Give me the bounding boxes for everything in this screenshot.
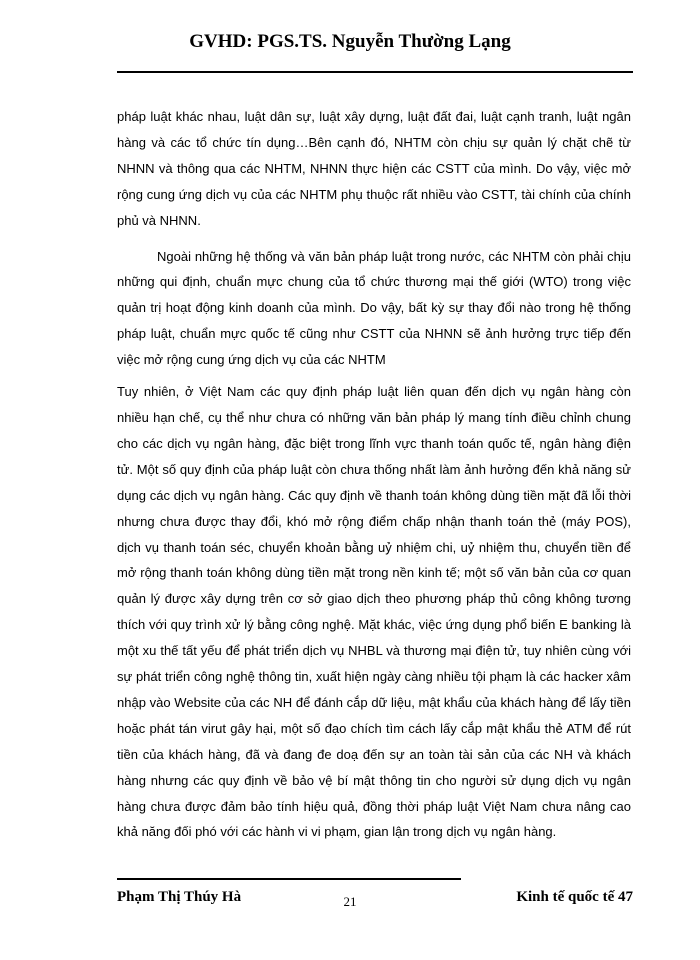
footer-divider [117, 878, 461, 880]
page-number: 21 [343, 894, 357, 909]
header-divider [117, 71, 633, 73]
footer-class-name: Kinh tế quốc tế 47 [516, 889, 633, 905]
footer-author: Phạm Thị Thúy Hà [117, 889, 242, 905]
paragraph: Ngoài những hệ thống và văn bản pháp luật trong nước, các NHTM còn phải chịu những qui định, chuẩn mực chung của tổ chức thương mại thế giới (WTO) trong việc quản trị hoạt động kinh doanh của mình. Do vậy, bất kỳ sự thay đổi nào trong hệ thống pháp luật, chuẩn mực quốc tế cũng như CSTT của NHNN sẽ ảnh hưởng trực tiếp đến việc mở rộng cung ứng dịch vụ của các NHTM [117, 248, 631, 368]
paragraph: pháp luật khác nhau, luật dân sự, luật xây dựng, luật đất đai, luật cạnh tranh, luật ngân hàng và các tổ chức tín dụng…Bên cạnh đó, NHTM còn chịu sự quản lý chặt chẽ từ NHNN và thông qua các NHTM, NHNN thực hiện các CSTT của mình. Do vậy, việc mở rộng cung ứng dịch vụ của các NHTM phụ thuộc rất nhiều vào CSTT, tài chính của chính phủ và NHNN. [117, 109, 631, 228]
header-title: GVHD: PGS.TS. Nguyễn Thường Lạng [189, 31, 511, 52]
paragraph: Tuy nhiên, ở Việt Nam các quy định pháp luật liên quan đến dịch vụ ngân hàng còn nhiều hạn chế, cụ thể như chưa có những văn bản pháp lý mang tính điều chỉnh chung cho các dịch vụ ngân hàng, đặc biệt trong lĩnh vực thanh toán quốc tế, ngân hàng điện tử. Một số quy định của pháp luật còn chưa thống nhất làm ảnh hưởng đến khả năng sử dụng các dịch vụ ngân hàng. Các quy định về thanh toán không dùng tiền mặt đã lỗi thời nhưng chưa được thay đổi, khó mở rộng điểm chấp nhận thanh toán thẻ (máy POS), dịch vụ thanh toán séc, chuyển khoản bằng uỷ nhiệm chi, uỷ nhiệm thu, chuyển tiền để mở rộng thanh toán không dùng tiền mặt trong nền kinh tế; một số văn bản của cơ quan quản lý được xây dựng trên cơ sở giao dịch theo phương pháp thủ công không tương thích với quy trình xử lý bằng công nghệ. Mặt khác, việc ứng dụng phổ biến E banking là một xu thế tất yếu để phát triển dịch vụ NHBL và thương mại điện tử, tuy nhiên cùng với sự phát triển công nghệ thông tin, xuất hiện ngày càng nhiều tội phạm là các hacker xâm nhập vào Website của các NH để đánh cắp dữ liệu, mật khẩu của khách hàng để lấy tiền hoặc phát tán virut gây hại, một số đạo chích tìm cách lấy cắp mật khẩu thẻ ATM để rút tiền của khách hàng, đã và đang đe doạ đến sự an toàn tài sản của các NH và khách hàng nhưng các quy định về bảo vệ bí mật thông tin cho người sử dụng dịch vụ ngân hàng chưa được đảm bảo tính hiệu quả, đồng thời pháp luật Việt Nam chưa nâng cao khả năng đối phó với các hành vi vi phạm, gian lận trong dịch vụ ngân hàng. [117, 384, 631, 840]
body-text [117, 104, 631, 845]
